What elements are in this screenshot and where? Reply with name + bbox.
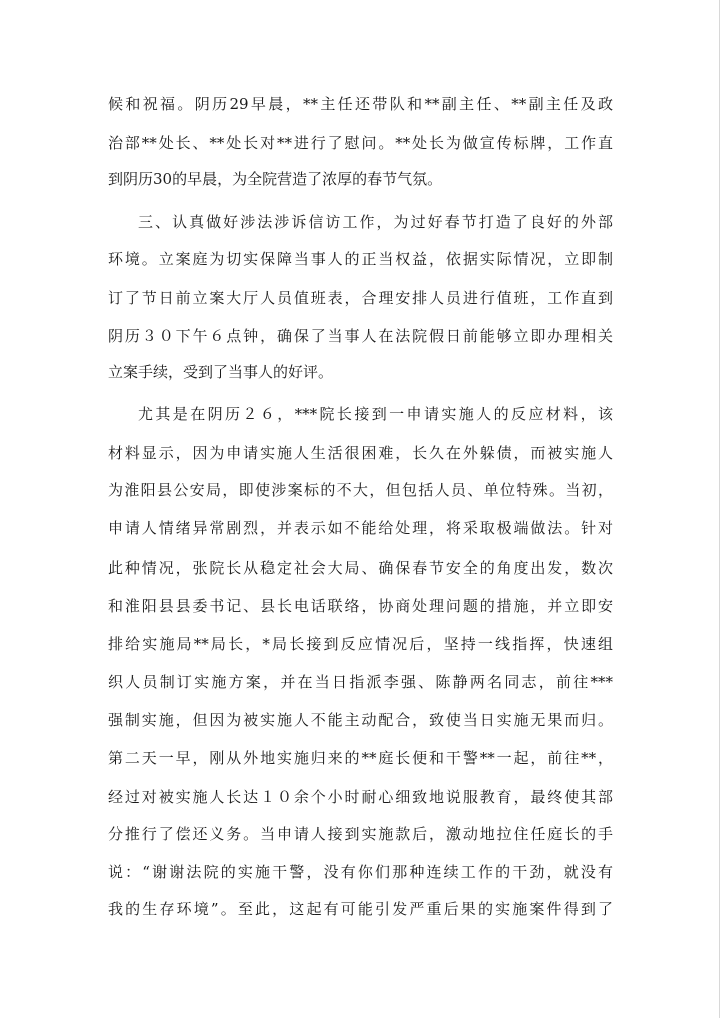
text-line: 说：“谢谢法院的实施干警，没有你们那种连续工作的干劲，就没有 xyxy=(108,863,613,881)
text-line: 此种情况，张院长从稳定社会大局、确保春节安全的角度出发，数次 xyxy=(108,559,613,577)
text-line: 第二天一早，刚从外地实施归来的**庭长便和干警**一起，前往**， xyxy=(108,749,613,767)
text-line: 分推行了偿还义务。当申请人接到实施款后，激动地拉住任庭长的手 xyxy=(108,825,613,843)
text-line: 到阴历30的早晨，为全院营造了浓厚的春节气氛。 xyxy=(108,170,443,188)
text-line: 为淮阳县公安局，即使涉案标的不大，但包括人员、单位特殊。当初， xyxy=(108,481,613,499)
text-line: 候和祝福。阴历29早晨，**主任还带队和**副主任、**副主任及政 xyxy=(108,95,613,113)
text-line: 强制实施，但因为被实施人不能主动配合，致使当日实施无果而归。 xyxy=(108,711,613,729)
text-line: 治部**处长、**处长对**进行了慰问。**处长为做宣传标牌，工作直 xyxy=(108,134,613,152)
text-line: 材料显示，因为申请实施人生活很困难，长久在外躲债，而被实施人 xyxy=(108,444,613,462)
text-line: 立案手续，受到了当事人的好评。 xyxy=(108,363,334,381)
text-line: 和淮阳县县委书记、县长电话联络，协商处理问题的措施，并立即安 xyxy=(108,597,613,615)
text-line: 织人员制订实施方案，并在当日指派李强、陈静两名同志，前往*** xyxy=(108,673,613,691)
paragraph-start-line: 尤其是在阴历２６，***院长接到一申请实施人的反应材料，该 xyxy=(138,405,613,423)
paragraph-start-line: 三、认真做好涉法涉诉信访工作，为过好春节打造了良好的外部 xyxy=(138,213,613,231)
text-line: 排给实施局**局长，*局长接到反应情况后，坚持一线指挥，快速组 xyxy=(108,635,613,653)
text-line: 阴历３０下午６点钟，确保了当事人在法院假日前能够立即办理相关 xyxy=(108,327,613,345)
text-line: 申请人情绪异常剧烈，并表示如不能给处理，将采取极端做法。针对 xyxy=(108,519,613,537)
text-line: 环境。立案庭为切实保障当事人的正当权益，依据实际情况，立即制 xyxy=(108,250,613,268)
text-line: 我的生存环境”。至此，这起有可能引发严重后果的实施案件得到了 xyxy=(108,900,613,918)
text-line: 经过对被实施人长达１０余个小时耐心细致地说服教育，最终使其部 xyxy=(108,788,613,806)
text-line: 订了节日前立案大厅人员值班表，合理安排人员进行值班，工作直到 xyxy=(108,289,613,307)
